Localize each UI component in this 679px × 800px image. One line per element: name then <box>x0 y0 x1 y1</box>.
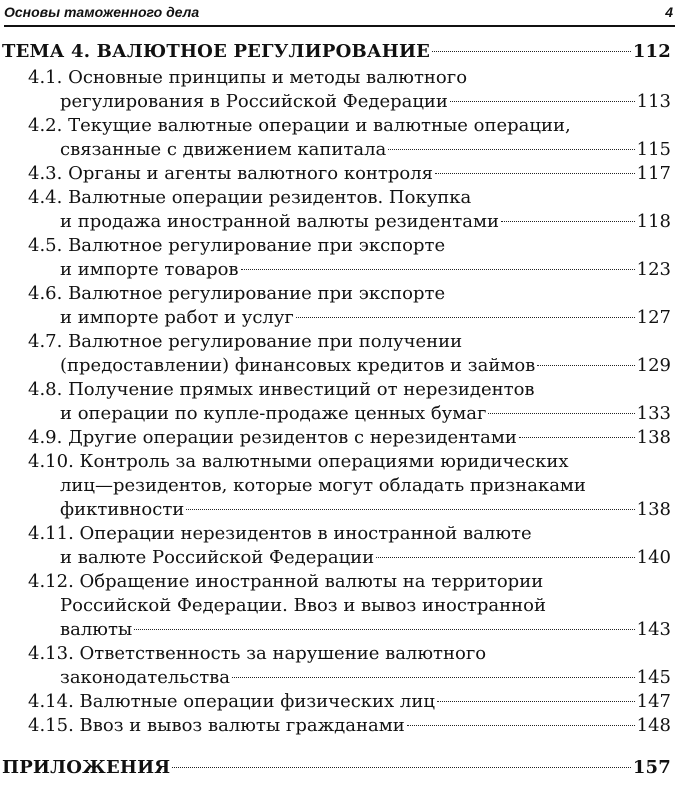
toc-page-number: 140 <box>636 547 671 568</box>
toc-section-line: 4.13. Ответственность за нарушение валютного <box>28 643 487 664</box>
toc-section-line: валюты <box>60 619 133 640</box>
toc-section-4-9[interactable] <box>0 426 679 450</box>
toc-section-4-10[interactable] <box>0 450 679 522</box>
table-of-contents <box>0 40 679 780</box>
toc-page-number: 117 <box>636 163 671 184</box>
toc-section-line: и валюте Российской Федерации <box>60 547 375 568</box>
toc-section-line: 4.3. Органы и агенты валютного контроля <box>28 163 434 184</box>
toc-page-number: 133 <box>636 403 671 424</box>
toc-section-4-1[interactable] <box>0 66 679 114</box>
dot-leader <box>450 101 635 102</box>
dot-leader <box>432 51 631 52</box>
toc-page-number: 138 <box>636 427 671 448</box>
toc-section-line: 4.6. Валютное регулирование при экспорте <box>28 283 446 304</box>
toc-page-number: 112 <box>632 41 671 62</box>
toc-section-line: Российской Федерации. Ввоз и вывоз иностранной <box>60 595 546 616</box>
toc-page-number: 143 <box>636 619 671 640</box>
dot-leader <box>437 701 635 702</box>
toc-section-line: 4.14. Валютные операции физических лиц <box>28 691 435 712</box>
toc-page-number: 118 <box>636 211 671 232</box>
toc-section-line: (предоставлении) финансовых кредитов и займов <box>60 355 536 376</box>
toc-page-number: 113 <box>636 91 671 112</box>
toc-section-4-15[interactable] <box>0 714 679 738</box>
toc-page-number: 148 <box>636 715 671 736</box>
toc-section-4-13[interactable] <box>0 642 679 690</box>
toc-section-line: 4.1. Основные принципы и методы валютного <box>28 67 468 88</box>
toc-section-4-14[interactable] <box>0 690 679 714</box>
toc-appendix-title: ПРИЛОЖЕНИЯ <box>2 757 171 778</box>
toc-page-number: 147 <box>636 691 671 712</box>
page-number: 4 <box>665 4 673 20</box>
toc-section-line: и продажа иностранной валюты резидентами <box>60 211 499 232</box>
toc-page-number: 129 <box>636 355 671 376</box>
dot-leader <box>435 173 635 174</box>
toc-section-4-2[interactable] <box>0 114 679 162</box>
dot-leader <box>186 509 634 510</box>
toc-section-line: лиц—резидентов, которые могут обладать признаками <box>60 475 586 496</box>
toc-section-4-3[interactable] <box>0 162 679 186</box>
running-header <box>4 3 675 27</box>
dot-leader <box>501 221 635 222</box>
toc-section-line: 4.15. Ввоз и вывоз валюты гражданами <box>28 715 405 736</box>
toc-section-4-6[interactable] <box>0 282 679 330</box>
running-title: Основы таможенного дела <box>4 4 200 20</box>
toc-page-number: 115 <box>636 139 671 160</box>
toc-section-line: и операции по купле-продаже ценных бумаг <box>60 403 487 424</box>
toc-page-number: 123 <box>636 259 671 280</box>
dot-leader <box>172 767 630 768</box>
toc-section-4-12[interactable] <box>0 570 679 642</box>
dot-leader <box>296 317 635 318</box>
toc-section-line: 4.10. Контроль за валютными операциями юридических <box>28 451 569 472</box>
dot-leader <box>241 269 635 270</box>
toc-page-number: 127 <box>636 307 671 328</box>
toc-section-line: законодательства <box>60 667 231 688</box>
toc-section-line: 4.12. Обращение иностранной валюты на территории <box>28 571 544 592</box>
toc-page-number: 138 <box>636 499 671 520</box>
dot-leader <box>376 557 634 558</box>
toc-section-line: 4.8. Получение прямых инвестиций от нерезидентов <box>28 379 535 400</box>
toc-section-4-11[interactable] <box>0 522 679 570</box>
toc-section-line: связанные с движением капитала <box>60 139 387 160</box>
dot-leader <box>134 629 634 630</box>
toc-section-line: фиктивности <box>60 499 185 520</box>
toc-section-line: и импорте работ и услуг <box>60 307 294 328</box>
toc-section-line: и импорте товаров <box>60 259 239 280</box>
toc-section-line: 4.11. Операции нерезидентов в иностранной валюте <box>28 523 532 544</box>
toc-section-4-5[interactable] <box>0 234 679 282</box>
toc-section-4-7[interactable] <box>0 330 679 378</box>
toc-section-line: регулирования в Российской Федерации <box>60 91 448 112</box>
dot-leader <box>232 677 635 678</box>
dot-leader <box>388 149 634 150</box>
toc-section-line: 4.5. Валютное регулирование при экспорте <box>28 235 446 256</box>
toc-section-line: 4.2. Текущие валютные операции и валютные операции, <box>28 115 571 136</box>
toc-page-number: 145 <box>636 667 671 688</box>
dot-leader <box>488 413 634 414</box>
dot-leader <box>537 365 634 366</box>
toc-chapter-title: ТЕМА 4. ВАЛЮТНОЕ РЕГУЛИРОВАНИЕ <box>2 41 431 62</box>
toc-section-line: 4.7. Валютное регулирование при получении <box>28 331 463 352</box>
toc-chapter-4[interactable] <box>0 40 679 64</box>
toc-section-line: 4.9. Другие операции резидентов с нерезидентами <box>28 427 517 448</box>
toc-appendix[interactable] <box>0 756 679 780</box>
toc-page-number: 157 <box>632 757 671 778</box>
toc-section-4-8[interactable] <box>0 378 679 426</box>
toc-section-line: 4.4. Валютные операции резидентов. Покупка <box>28 187 472 208</box>
dot-leader <box>519 437 635 438</box>
dot-leader <box>407 725 635 726</box>
toc-section-4-4[interactable] <box>0 186 679 234</box>
